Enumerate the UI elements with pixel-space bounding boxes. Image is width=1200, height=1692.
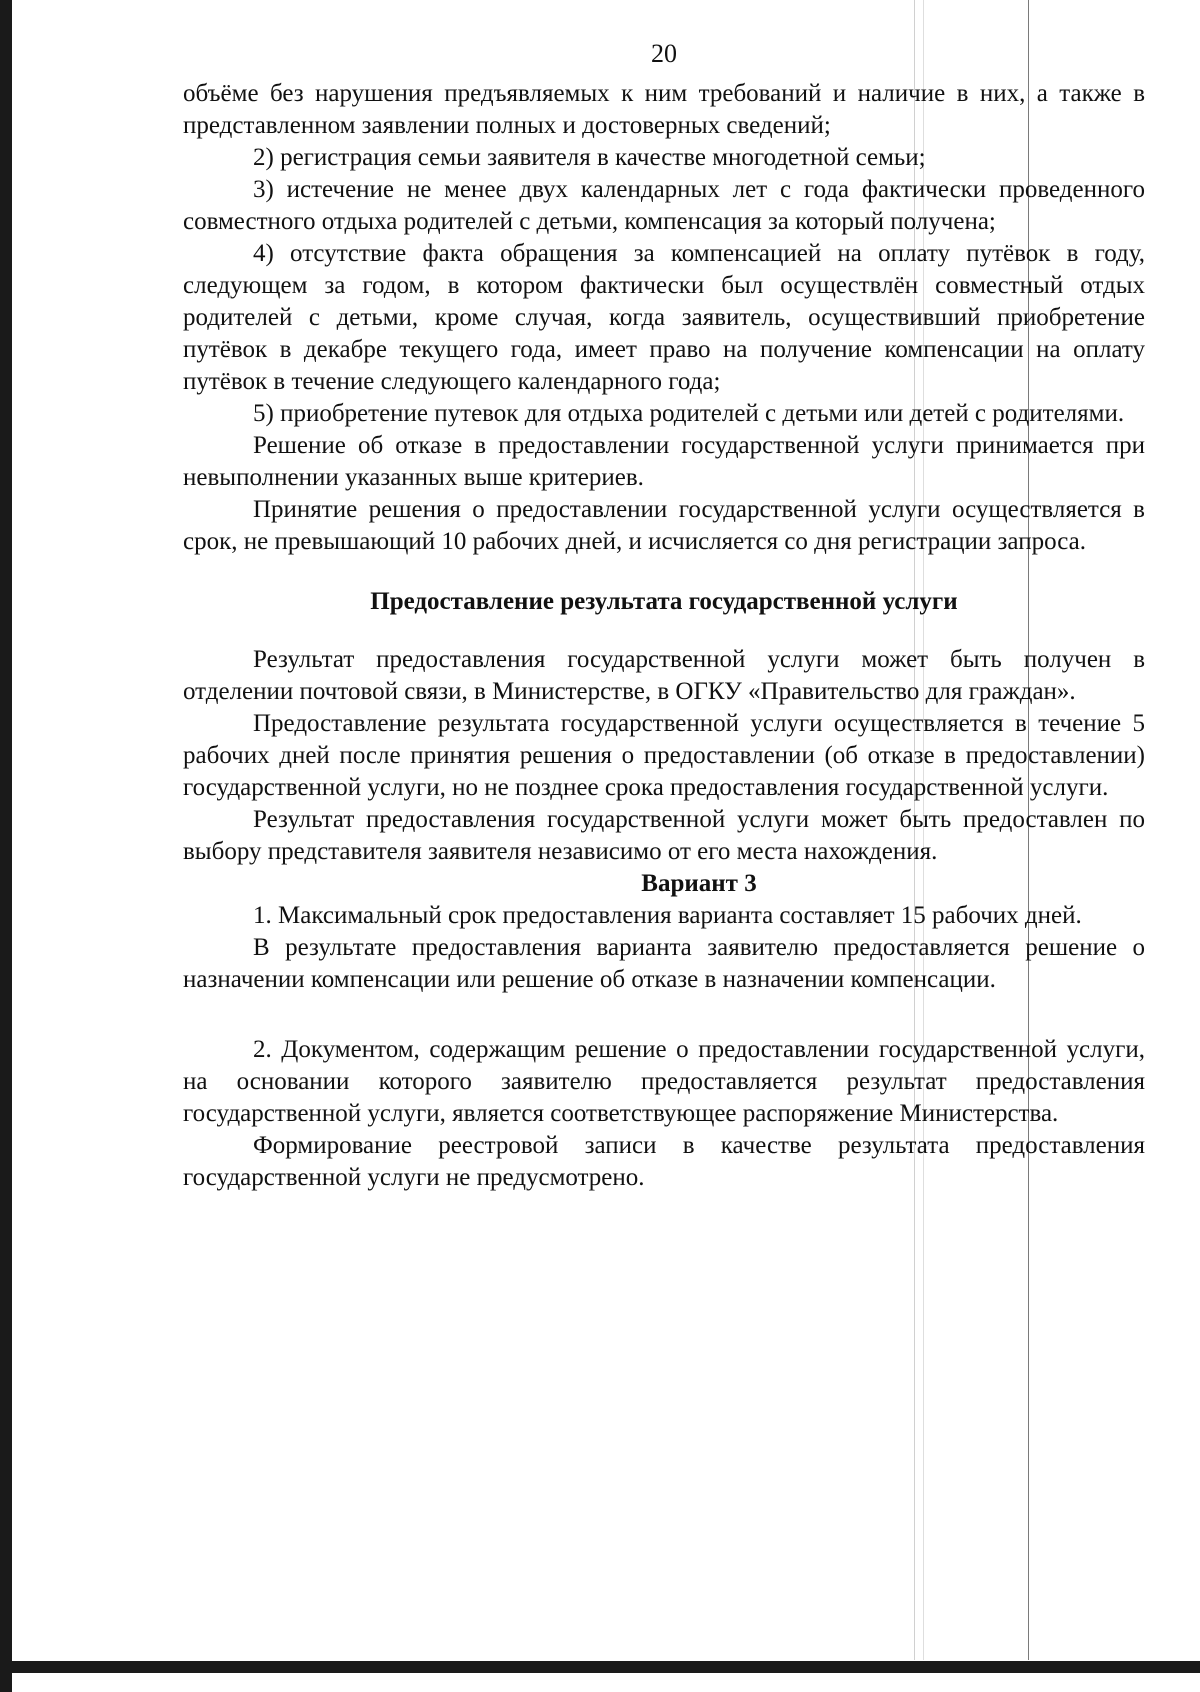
paragraph: Формирование реестровой записи в качестве результата предоставления государственной услуги не предусмотрено. — [183, 1132, 1145, 1191]
spacer — [183, 996, 1145, 1034]
paragraph: 1. Максимальный срок предоставления варианта составляет 15 рабочих дней. — [253, 902, 1082, 929]
paragraph: Результат предоставления государственной услуги может быть предоставлен по выбору представителя заявителя независимо от его места нахождения. — [183, 806, 1145, 865]
scan-left-edge — [0, 0, 12, 1692]
spacer — [183, 558, 1145, 586]
paragraph: 3) истечение не менее двух календарных лет с года фактически проведенного совместного отдыха родителей с детьми, компенсация за который получена; — [183, 176, 1145, 235]
section-heading-variant: Вариант 3 — [641, 870, 757, 897]
paragraph: 2. Документом, содержащим решение о предоставлении государственной услуги, на основании которого заявителю предоставляется результат предоставления государственной услуги, является соответствующее распоряжение Министерства. — [183, 1036, 1145, 1127]
paragraph: Результат предоставления государственной услуги может быть получен в отделении почтовой связи, в Министерстве, в ОГКУ «Правительство для граждан». — [183, 646, 1145, 705]
paragraph: Принятие решения о предоставлении государственной услуги осуществляется в срок, не превышающий 10 рабочих дней, и исчисляется со дня регистрации запроса. — [183, 496, 1145, 555]
section-heading-result: Предоставление результата государственной услуги — [370, 588, 958, 615]
page-number: 20 — [651, 39, 677, 68]
paragraph: Предоставление результата государственной услуги осуществляется в течение 5 рабочих дней после принятия решения о предоставлении (об отказе в предоставлении) государственной услуги, но не позднее срока предоставления государственной услуги. — [183, 710, 1145, 801]
spacer — [183, 618, 1145, 644]
paragraph: 2) регистрация семьи заявителя в качестве многодетной семьи; — [253, 144, 926, 171]
scan-bottom-edge — [0, 1661, 1200, 1673]
paragraph: 4) отсутствие факта обращения за компенсацией на оплату путёвок в году, следующем за годом, в котором фактически был осуществлён совместный отдых родителей с детьми, кроме случая, когда заявитель, осуществивший приобретение путёвок в декабре текущего года, имеет право на получение компенсации на оплату путёвок в течение следующего календарного года; — [183, 240, 1145, 395]
paragraph: В результате предоставления варианта заявителю предоставляется решение о назначении компенсации или решение об отказе в назначении компенсации. — [183, 934, 1145, 993]
paragraph: Решение об отказе в предоставлении государственной услуги принимается при невыполнении указанных выше критериев. — [183, 432, 1145, 491]
paragraph: 5) приобретение путевок для отдыха родителей с детьми или детей с родителями. — [253, 400, 1125, 427]
document-page — [183, 30, 1145, 1194]
paragraph: объёме без нарушения предъявляемых к ним требований и наличие в них, а также в представленном заявлении полных и достоверных сведений; — [183, 80, 1145, 139]
